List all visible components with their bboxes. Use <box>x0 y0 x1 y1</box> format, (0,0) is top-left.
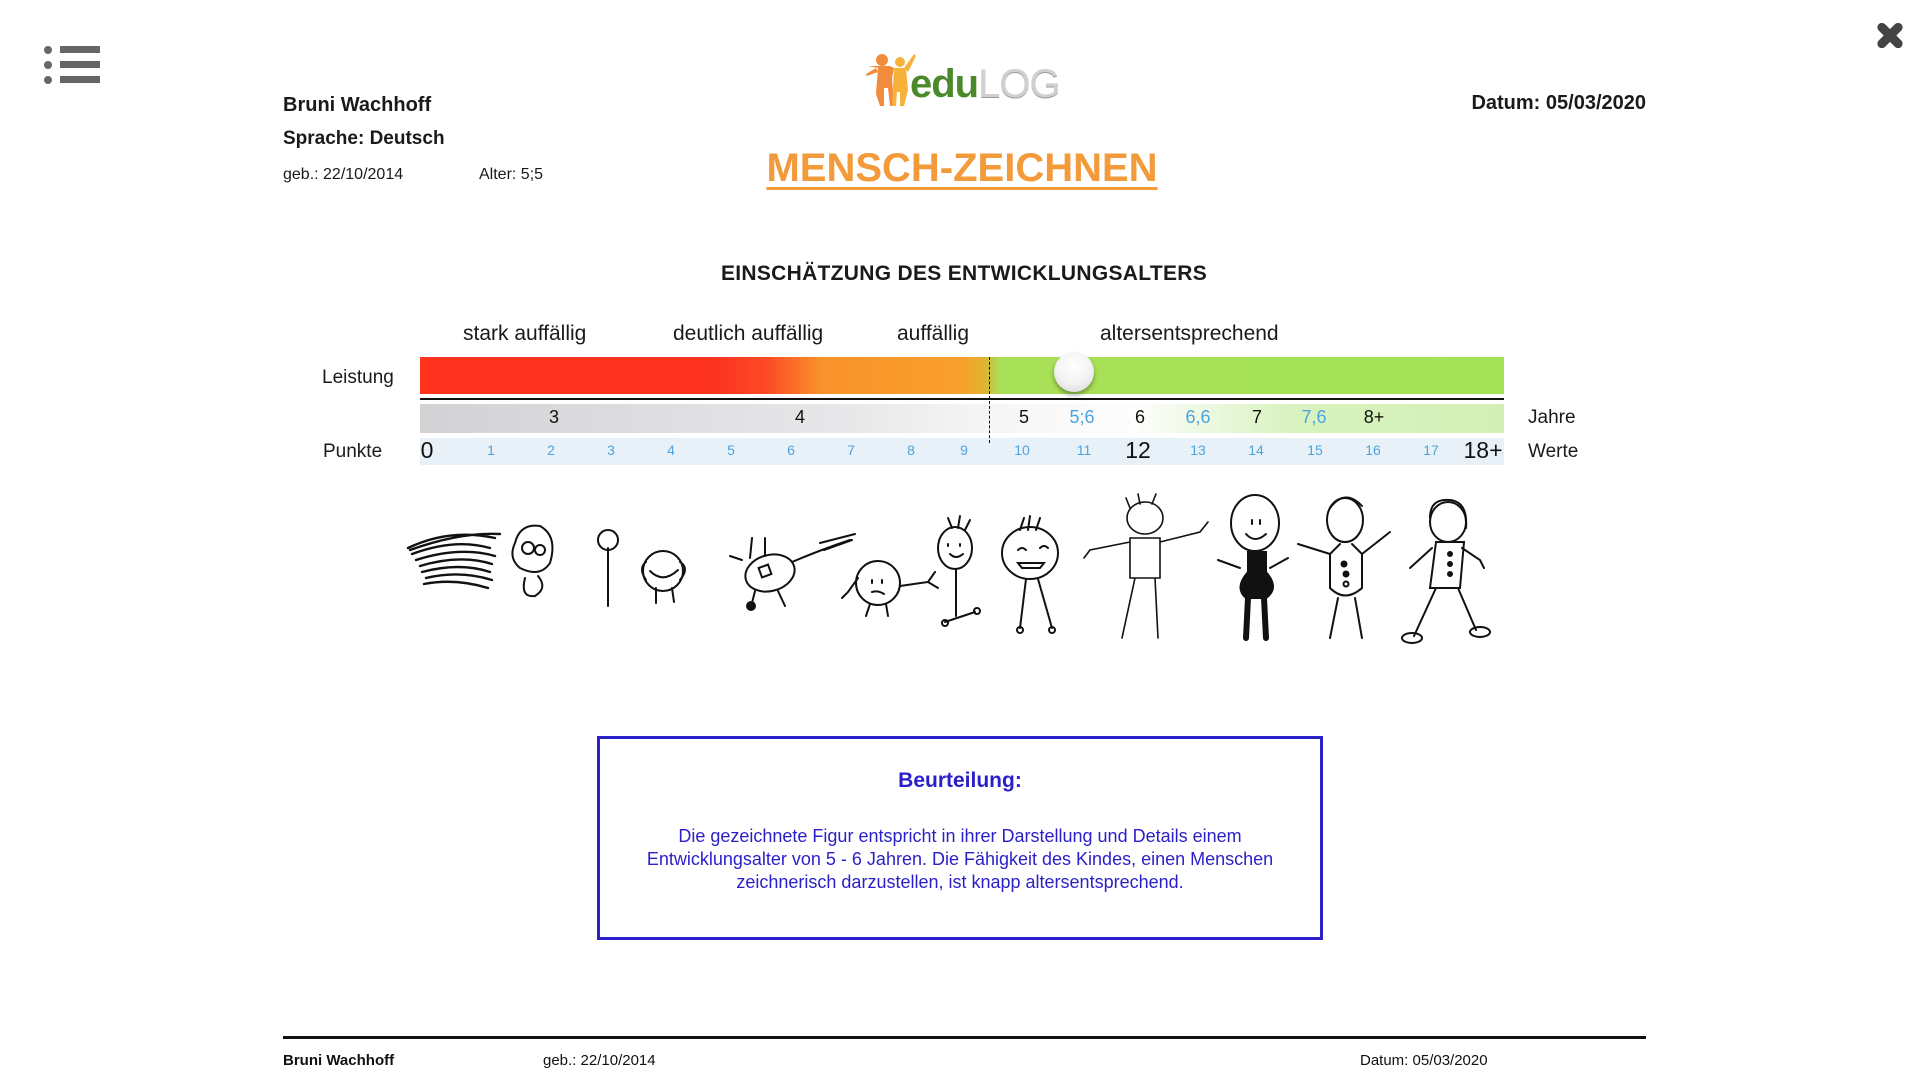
year-tick: 6 <box>1134 407 1146 427</box>
language: Sprache: Deutsch <box>283 128 445 149</box>
drawing-face-ears-icon <box>642 551 685 603</box>
year-tick: 7 <box>1251 407 1263 427</box>
performance-bar <box>420 357 1504 394</box>
drawing-tadpole-icon <box>730 534 855 610</box>
year-tick: 8+ <box>1363 407 1385 427</box>
point-tick: 17 <box>1423 442 1439 458</box>
points-label: Punkte <box>323 441 383 462</box>
drawing-head-icon <box>512 526 552 597</box>
close-icon[interactable] <box>1872 18 1908 54</box>
category-label: stark auffällig <box>463 322 587 345</box>
year-tick: 3 <box>548 407 560 427</box>
drawing-buttons-figure-icon <box>1298 497 1390 638</box>
year-tick: 7,6 <box>1301 407 1327 427</box>
point-tick: 8 <box>907 442 915 458</box>
point-tick: 14 <box>1248 442 1264 458</box>
menu-list-icon[interactable] <box>44 46 100 86</box>
section-heading: EINSCHÄTZUNG DES ENTWICKLUNGSALTERS <box>720 262 1208 285</box>
point-tick: 1 <box>487 442 495 458</box>
drawing-lollipop-icon <box>598 530 618 606</box>
point-tick: 16 <box>1365 442 1381 458</box>
year-tick: 5 <box>1018 407 1030 427</box>
year-tick: 5;6 <box>1069 407 1095 427</box>
assessment-text: Die gezeichnete Figur entspricht in ihrer Darstellung und Details einem Entwicklungsalter von 5 - 6 Jahren. Die Fähigkeit des Kindes, einen Menschen zeichnerisch darzustellen, ist knapp altersentsprechend. <box>646 826 1274 892</box>
drawing-stick-figure-icon <box>938 516 980 626</box>
point-tick: 0 <box>420 437 434 463</box>
point-tick: 9 <box>960 442 968 458</box>
category-label: auffällig <box>897 322 970 345</box>
logo-text-log: LOG <box>978 62 1060 106</box>
footer-birth-date: geb.: 22/10/2014 <box>543 1052 656 1069</box>
age-threshold-marker <box>989 357 990 443</box>
point-tick: 4 <box>667 442 675 458</box>
point-tick: 11 <box>1076 442 1092 458</box>
years-label: Jahre <box>1528 407 1576 428</box>
point-tick: 13 <box>1190 442 1206 458</box>
drawing-arms-out-figure-icon <box>1084 494 1208 638</box>
child-drawings-strip <box>400 488 1510 648</box>
point-tick: 3 <box>607 442 615 458</box>
category-label: deutlich auffällig <box>673 322 824 345</box>
page-title: MENSCH-ZEICHNEN <box>766 146 1158 190</box>
point-tick: 7 <box>847 442 855 458</box>
point-tick: 18+ <box>1463 437 1503 463</box>
drawing-scribble-icon <box>408 534 500 588</box>
edulog-logo <box>858 48 1068 108</box>
child-name: Bruni Wachhoff <box>283 94 432 116</box>
footer-divider <box>283 1036 1646 1039</box>
report-date: Datum: 05/03/2020 <box>1471 92 1646 114</box>
assessment-title: Beurteilung: <box>898 769 1022 792</box>
divider-line <box>420 398 1504 400</box>
category-label: altersentsprechend <box>1100 322 1279 345</box>
drawing-round-figure-icon <box>842 561 938 616</box>
point-tick: 6 <box>787 442 795 458</box>
birth-date: geb.: 22/10/2014 <box>283 166 404 183</box>
point-tick: 12 <box>1125 437 1151 463</box>
footer-name: Bruni Wachhoff <box>283 1052 395 1069</box>
assessment-box <box>597 736 1323 940</box>
year-tick: 6,6 <box>1185 407 1211 427</box>
drawing-spiky-figure-icon <box>1002 516 1058 633</box>
year-tick: 4 <box>794 407 806 427</box>
years-row <box>420 404 1504 433</box>
point-tick: 15 <box>1307 442 1323 458</box>
logo-text-edu: edu <box>910 62 979 106</box>
point-tick: 2 <box>547 442 555 458</box>
drawing-black-body-figure-icon <box>1218 495 1288 638</box>
point-tick: 5 <box>727 442 735 458</box>
score-slider-knob[interactable] <box>1054 352 1094 392</box>
footer-date: Datum: 05/03/2020 <box>1360 1052 1488 1069</box>
age: Alter: 5;5 <box>479 166 544 183</box>
point-tick: 10 <box>1014 442 1030 458</box>
values-label: Werte <box>1528 441 1579 462</box>
performance-label: Leistung <box>322 367 394 388</box>
drawing-coat-figure-icon <box>1402 500 1490 643</box>
